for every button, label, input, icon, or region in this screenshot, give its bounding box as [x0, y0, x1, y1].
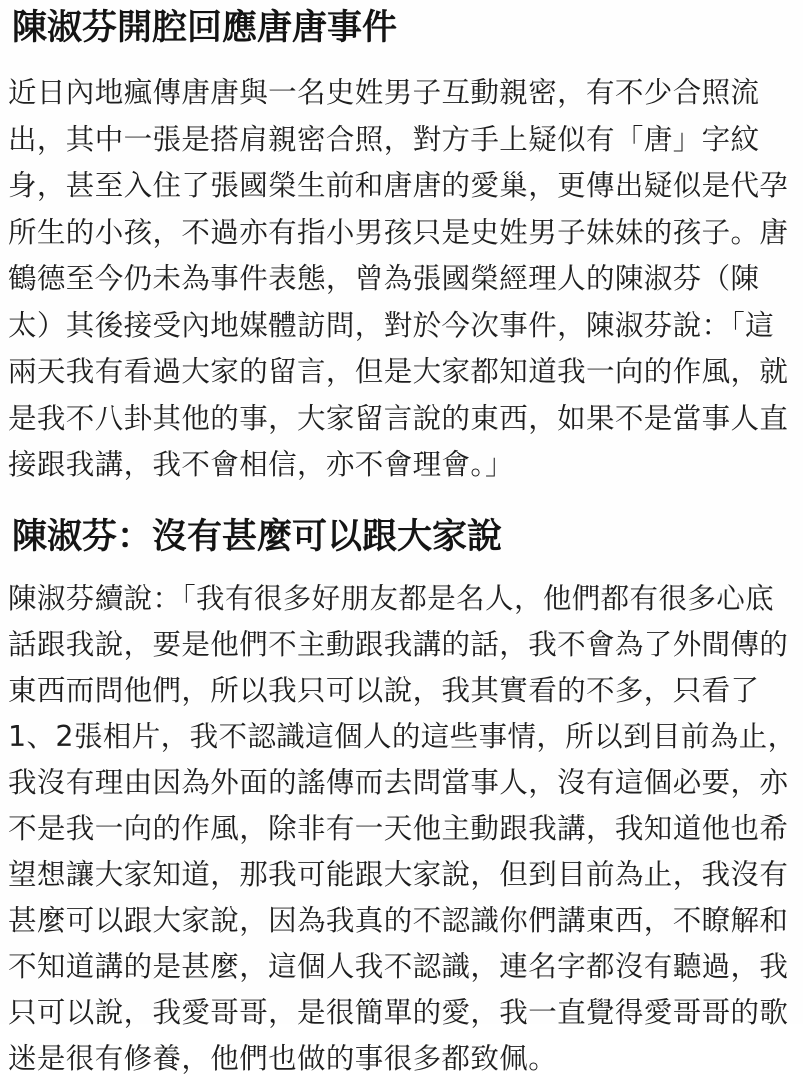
article-paragraph-1 — [8, 70, 798, 489]
paragraph-line: 話跟我說，要是他們不主動跟我講的話，我不會為了外間傳的 — [8, 628, 789, 661]
paragraph-line: 鶴德至今仍未為事件表態，曾為張國榮經理人的陳淑芬（陳 — [8, 262, 760, 295]
paragraph-line: 身，甚至入住了張國榮生前和唐唐的愛巢，更傳出疑似是代孕 — [8, 169, 789, 202]
paragraph-line: 望想讓大家知道，那我可能跟大家說，但到目前為止，我沒有 — [8, 858, 789, 891]
paragraph-line: 是我不八卦其他的事，大家留言說的東西，如果不是當事人直 — [8, 401, 789, 435]
paragraph-line: 東西而問他們，所以我只可以說，我其實看的不多，只看了 — [8, 674, 760, 707]
paragraph-line: 1、2張相片，我不認識這個人的這些事情，所以到目前為止， — [8, 720, 797, 753]
paragraph-line: 所生的小孩，不過亦有指小男孩只是史姓男子妹妹的孩子。唐 — [8, 215, 789, 249]
article-paragraph-2 — [8, 576, 798, 1082]
paragraph-line: 太）其後接受內地媒體訪問，對於今次事件，陳淑芬說：「這 — [8, 308, 775, 342]
paragraph-line: 出，其中一張是搭肩親密合照，對方手上疑似有「唐」字紋 — [8, 122, 760, 156]
paragraph-line: 不是我一向的作風，除非有一天他主動跟我講，我知道他也希 — [8, 812, 789, 845]
paragraph-line: 只可以說，我愛哥哥，是很簡單的愛，我一直覺得愛哥哥的歌 — [8, 996, 789, 1029]
paragraph-line: 我沒有理由因為外面的謠傳而去問當事人，沒有這個必要，亦 — [8, 766, 789, 799]
paragraph-line: 陳淑芬續說：「我有很多好朋友都是名人，他們都有很多心底 — [8, 582, 775, 615]
paragraph-line: 迷是很有修養，他們也做的事很多都致佩。 — [8, 1042, 558, 1075]
paragraph-line: 接跟我講，我不會相信，亦不會理會。」 — [8, 448, 514, 481]
paragraph-line: 不知道講的是甚麼，這個人我不認識，連名字都沒有聽過，我 — [8, 950, 789, 983]
paragraph-line: 甚麼可以跟大家說，因為我真的不認識你們講東西，不瞭解和 — [8, 904, 789, 937]
paragraph-line: 近日內地瘋傳唐唐與一名史姓男子互動親密，有不少合照流 — [8, 76, 760, 109]
section-heading-nothing-to-say: 陳淑芬：沒有甚麼可以跟大家說 — [12, 517, 503, 557]
paragraph-line: 兩天我有看過大家的留言，但是大家都知道我一向的作風，就 — [8, 355, 789, 388]
section-heading-response: 陳淑芬開腔回應唐唐事件 — [12, 8, 398, 48]
